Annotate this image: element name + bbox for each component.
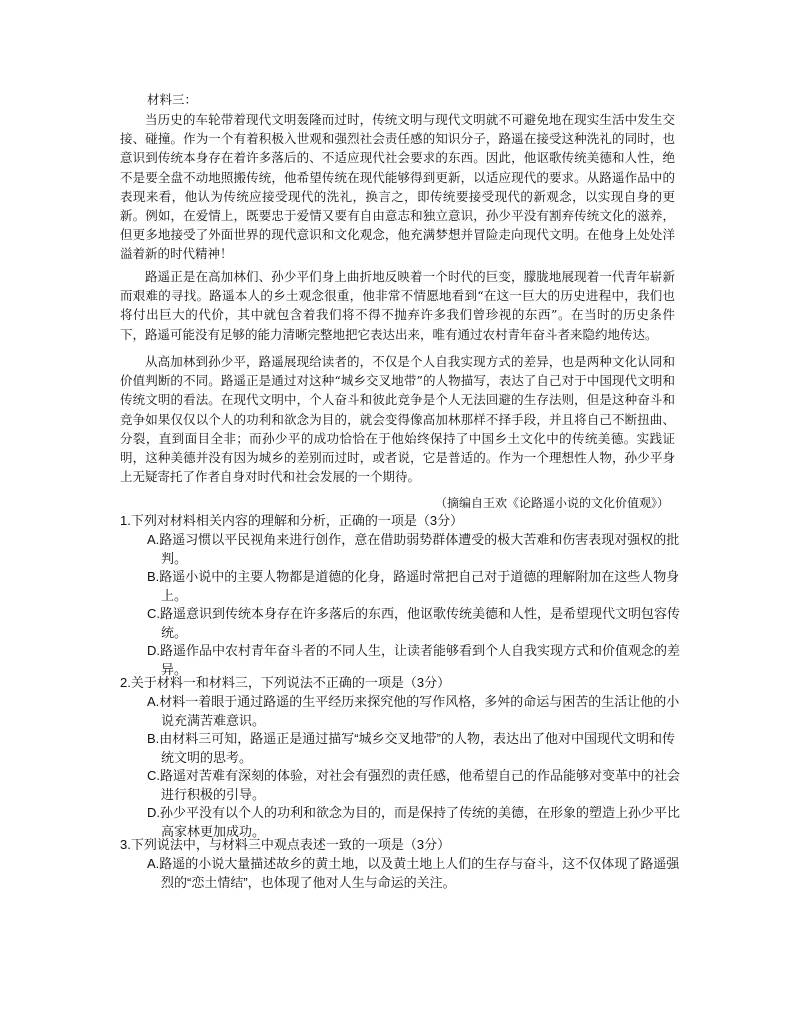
material-heading: 材料三： <box>147 92 198 107</box>
paragraph-text: 从高加林到孙少平，路遥展现给读者的，不仅是个人自我实现方式的差异，也是两种文化认同和价值判断的不同。路遥正是通过对这种“城乡交叉地带”的人物描写，表达了自己对于中国现代文明和传统文明的看法。在现代文明中，个人奋斗和彼此竞争是个人无法回避的生存法则，但是这种奋斗和竞争如果仅仅以个人的功利和欲念为目的，就会变得像高加林那样不择手段，并且将自己不断扭曲、分裂，直到面目全非；而孙少平的成功恰恰在于他始终保持了中国乡土文化中的传统美德。实践证明，这种美德并没有因为城乡的差别而过时，或者说，它是普适的。作为一个理想性人物，孙少平身上无疑寄托了作者自身对时代和社会发展的一个期待。 <box>120 354 675 485</box>
source-citation: （摘编自王欢《论路遥小说的文化价值观》） <box>434 496 669 510</box>
option-b: B.路遥小说中的主要人物都是道德的化身，路遥时常把自己对于道德的理解附加在这些人物身上。 <box>147 569 680 603</box>
material-paragraph-1 <box>120 110 675 264</box>
question-stem: 3.下列说法中，与材料三中观点表述一致的一项是（3分） <box>120 837 451 852</box>
question-stem: 1.下列对材料相关内容的理解和分析，正确的一项是（3分） <box>120 513 464 528</box>
question-2 <box>120 673 680 841</box>
option-a: A.路遥的小说大量描述故乡的黄土地，以及黄土地上人们的生存与奋斗，这不仅体现了路遥强烈的“恋土情结”，也体现了他对人生与命运的关注。 <box>147 856 680 890</box>
material-paragraph-2 <box>120 267 675 344</box>
question-1 <box>120 511 680 679</box>
option-b: B.由材料三可知，路遥正是通过描写“城乡交叉地带”的人物，表达出了他对中国现代文明和传统文明的思考。 <box>147 731 675 765</box>
paragraph-text: 当历史的车轮带着现代文明轰隆而过时，传统文明与现代文明就不可避免地在现实生活中发生交接、碰撞。作为一个有着积极入世观和强烈社会责任感的知识分子，路遥在接受这种洗礼的同时，也意识到传统本身存在着许多落后的、不适应现代社会要求的东西。因此，他讴歌传统美德和人性，绝不是要全盘不动地照搬传统，他希望传统在现代能够得到更新，以适应现代的要求。从路遥作品中的表现来看，他认为传统应接受现代的洗礼，换言之，即传统要接受现代的新观念，以实现自身的更新。例如，在爱情上，既要忠于爱情又要有自由意志和独立意识，孙少平没有割弃传统文化的滋养，但更多地接受了外面世界的现代意识和文化观念，他充满梦想并冒险走向现代文明。在他身上处处洋溢着新的时代精神！ <box>120 112 675 262</box>
option-c: C.路遥对苦难有深刻的体验，对社会有强烈的责任感，他希望自己的作品能够对变革中的社会进行积极的引导。 <box>147 768 681 802</box>
option-d: D.孙少平没有以个人的功利和欲念为目的，而是保持了传统的美德，在形象的塑造上孙少平比高家林更加成功。 <box>147 805 681 839</box>
question-3 <box>120 835 680 892</box>
material-paragraph-3 <box>120 352 675 486</box>
option-d: D.路遥作品中农村青年奋斗者的不同人生，让读者能够看到个人自我实现方式和价值观念的差异。 <box>147 643 681 677</box>
option-a: A.路遥习惯以平民视角来进行创作，意在借助弱势群体遭受的极大苦难和伤害表现对强权的批判。 <box>147 532 680 566</box>
option-c: C.路遥意识到传统本身存在许多落后的东西，他讴歌传统美德和人性，是希望现代文明包容传统。 <box>147 606 681 640</box>
paragraph-text: 路遥正是在高加林们、孙少平们身上曲折地反映着一个时代的巨变，朦胧地展现着一代青年崭新而艰难的寻找。路遥本人的乡土观念很重，他非常不情愿地看到“在这一巨大的历史进程中，我们也将付出巨大的代价，其中就包含着我们将不得不抛弃许多我们曾珍视的东西”。在当时的历史条件下，路遥可能没有足够的能力清晰完整地把它表达出来，唯有通过农村青年奋斗者来隐约地传达。 <box>120 269 675 342</box>
option-a: A.材料一着眼于通过路遥的生平经历来探究他的写作风格，多舛的命运与困苦的生活让他的小说充满苦难意识。 <box>147 694 680 728</box>
question-stem: 2.关于材料一和材料三，下列说法不正确的一项是（3分） <box>120 675 451 690</box>
